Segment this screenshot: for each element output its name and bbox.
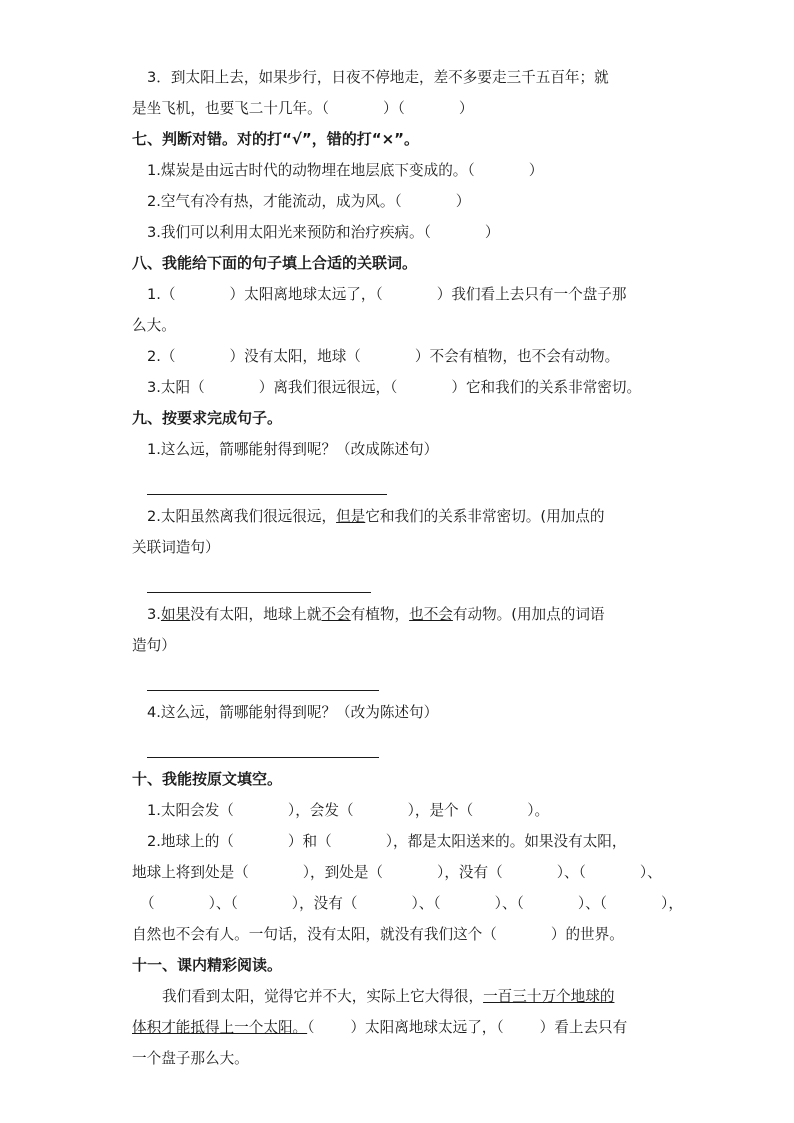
s11-title: 十一、课内精彩阅读。 [132,956,283,974]
s8-q3-t2: ）它和我们的关系非常密切。 [451,379,642,396]
s10-q2-l1-t2: ），都是太阳送来的。如果没有太阳， [385,833,627,850]
s9-q3-t6: 有动物。(用加点的词语 [452,606,605,623]
s10-q2-l2-t2: ），没有（ [437,864,503,881]
s9-q2-answer-line[interactable] [132,563,672,599]
s10-q1-t1: ），会发（ [287,802,354,819]
s8-q1-t2: ）我们看上去只有一个盘子那 [436,286,627,303]
s9-q1-answer-line[interactable] [132,465,672,501]
s8-q3-t0: 3.太阳（ [147,379,205,396]
s9-q2-t0: 2.太阳虽然离我们很远很远， [147,508,337,525]
s9-q4-answer-line[interactable] [132,728,672,764]
s11-p1-t-a: 我们看到太阳，觉得它并不大，实际上它大得很， [162,988,484,1005]
s8-q3-t1: ）离我们很远很远，（ [258,379,398,396]
s9-q3-t2: 没有太阳，地球上就 [190,606,322,623]
s10-q2-l2-t0: 地球上将到处是（ [132,864,249,881]
s9-q2-line2 [132,532,672,563]
s9-q2-line1 [132,501,672,532]
s10-q2-l3-t5: ）、（ [577,895,608,912]
s10-q1-t0: 1.太阳会发（ [147,802,234,819]
s11-p1-underlined-2: 体积才能抵得上一个太阳。 [132,1019,308,1036]
s8-q1-line2 [132,310,672,341]
s7-item-1 [132,155,672,186]
s7-item-1-text: 1.煤炭是由远古时代的动物埋在地层底下变成的。（ [147,162,475,179]
s7-item-3 [132,217,672,248]
s9-q3-answer-line[interactable] [132,661,672,697]
s6-q3-text-a: 3．到太阳上去，如果步行，日夜不停地走，差不多要走三千五百年；就 [147,69,609,86]
s9-q3-line1 [132,599,672,630]
s11-p1-t-b: （ [307,1019,315,1036]
s6-q3-line1 [132,62,672,93]
s10-title: 十、我能按原文填空。 [132,770,283,788]
s8-q2-t0: 2.（ [147,348,176,365]
s8-q2-t2: ）不会有植物，也不会有动物。 [414,348,620,365]
s9-q2-t2: 它和我们的关系非常密切。(用加点的 [365,508,605,525]
s6-q3-text-d: ） [458,100,474,117]
s8-q1-t1: ）太阳离地球太远了，（ [229,286,383,303]
s7-item-3-text: 3.我们可以利用太阳光来预防和治疗疾病。（ [147,224,431,241]
bracket-close: ） [455,193,471,210]
s6-q3-text-b: 是坐飞机，也要飞二十几年。（ [132,100,330,117]
s7-item-2 [132,186,672,217]
s9-q4: 4.这么远，箭哪能射得到呢？（改为陈述句） [147,704,439,721]
s10-q2-l4-t1: ）的世界。 [550,926,624,943]
s7-item-2-text: 2.空气有冷有热，才能流动，成为风。（ [147,193,402,210]
s8-q1-t3: 么大。 [132,317,176,334]
s10-q2-l1-t1: ）和（ [287,833,332,850]
s10-q2-l3-t1: ）、（ [208,895,238,912]
s6-q3-line2 [132,93,672,124]
s8-q2 [132,341,672,372]
s10-q1 [132,795,672,826]
s10-q2-l3-t4: ）、（ [494,895,524,912]
s9-q3-t0: 3. [147,606,161,623]
s9-q2-underlined-word: 但是 [336,508,366,525]
s11-p1-underlined-1: 一百三十万个地球的 [483,988,615,1005]
s9-q3-underlined-1: 如果 [160,606,191,623]
bracket-close: ） [528,162,544,179]
s10-q2-line3 [132,888,683,919]
s8-title: 八、我能给下面的句子填上合适的关联词。 [132,254,418,272]
s9-q3-t7: 造句） [132,637,176,654]
s11-p1-line1 [132,981,672,1012]
s10-q1-t3: ）。 [527,802,550,819]
s11-p1-t-c: ）太阳离地球太远了，（ [350,1019,504,1036]
s10-q2-l2-t3: ）、（ [556,864,586,881]
s9-q2-t3: 关联词造句） [132,539,220,556]
s11-p1-t-e: 一个盘子那么大。 [132,1050,249,1067]
s7-title: 七、判断对错。对的打“√”，错的打“×”。 [132,130,420,148]
s9-q3-t4: 有植物， [350,606,410,623]
s10-q2-l3-t6: ）， [661,895,683,912]
s10-q2-l4-t0: 自然也不会有人。一句话，没有太阳，就没有我们这个（ [132,926,497,943]
s10-q2-l1-t0: 2.地球上的（ [147,833,234,850]
s10-q2-line1 [132,826,672,857]
s10-q2-l2-t1: ），到处是（ [302,864,384,881]
s8-q2-t1: ）没有太阳，地球（ [229,348,361,365]
s9-q3-underlined-2: 不会 [321,606,351,623]
s9-q3-line2 [132,630,672,661]
worksheet-page [132,62,683,1074]
s11-p1-line3 [132,1043,672,1074]
s10-q2-l2-t4: ）、 [639,864,662,881]
s6-q3-text-c: ）（ [383,100,405,117]
s9-title: 九、按要求完成句子。 [132,409,283,427]
s11-p1-line2 [132,1012,672,1043]
bracket-close: ） [484,224,500,241]
s10-q2-line4 [132,919,672,950]
s8-q1-t0: 1.（ [147,286,176,303]
s11-p1-t-d: ）看上去只有 [539,1019,628,1036]
s8-q1-line1 [132,279,672,310]
s10-q2-l3-t3: ）、（ [411,895,441,912]
s9-q3-underlined-3: 也不会 [409,606,453,623]
s10-q2-l3-t2: ），没有（ [291,895,358,912]
s10-q2-l3-t0: （ [140,895,155,912]
s9-q1: 1.这么远，箭哪能射得到呢？（改成陈述句） [147,441,439,458]
s10-q2-line2 [132,857,672,888]
s8-q3 [132,372,672,403]
s10-q1-t2: ），是个（ [407,802,474,819]
